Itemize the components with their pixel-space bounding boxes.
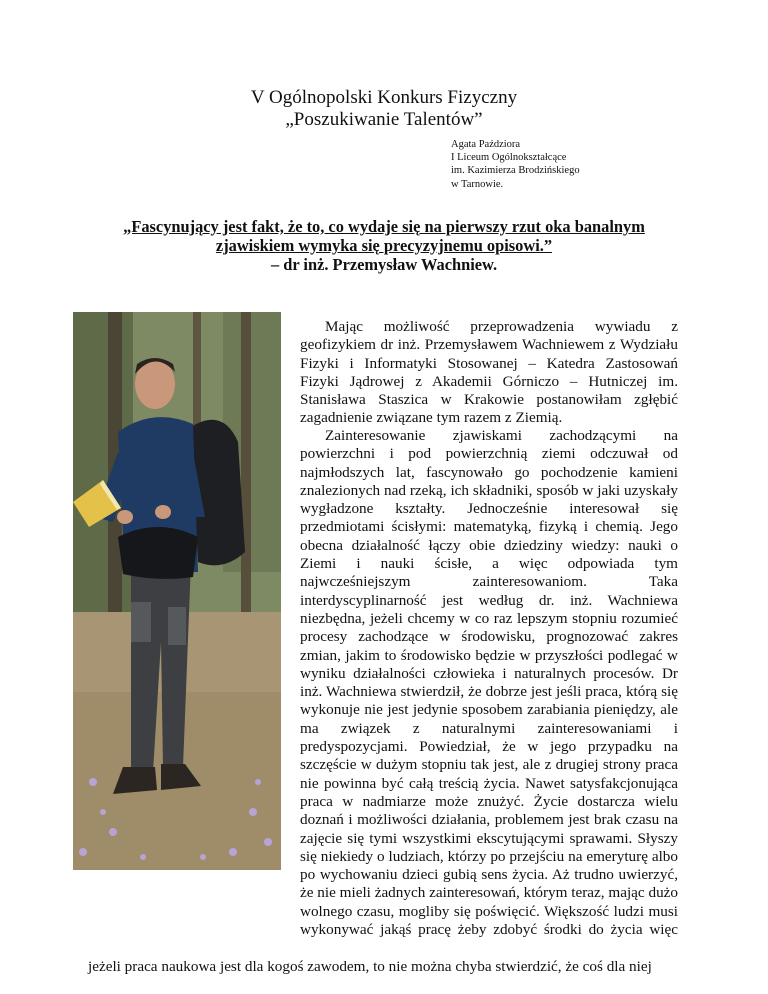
- text-line: zmian, jakim to środowisko będzie w przyszłości podlegać w: [300, 646, 678, 664]
- author-city: w Tarnowie.: [451, 178, 504, 190]
- text-line: wykonuje nie jest jedynie sposobem zarabiania pieniędzy, ale: [300, 701, 678, 719]
- text-line: wykonywać jakąś pracę żeby zdobyć środki do życia więc: [300, 921, 678, 939]
- text-line: najwcześniejszym zainteresowaniom. Taka: [300, 573, 678, 591]
- text-line: praca w nadmiarze może znużyć. Życie dostarcza wielu: [300, 792, 678, 810]
- text-line: zajęcie się tymi wszystkimi ekscytującymi sprawami. Słyszy: [300, 829, 678, 847]
- author-school-line2: im. Kazimierza Brodzińskiego: [451, 165, 580, 177]
- text-line: po wychowaniu dzieci gubią sens życia. Aż trudno uwierzyć,: [300, 866, 678, 884]
- text-line: Zainteresowanie zjawiskami zachodzącymi na: [325, 427, 678, 444]
- text-line: wyniku działalności człowieka i naturalnych procesów. Dr: [300, 664, 678, 682]
- text-line: wolnego czasu, mogliby się poświęcić. Większość ludzi musi: [300, 902, 678, 920]
- text-line: Fizyki i Informatyki Stosowanej – Katedra Zastosowań: [300, 354, 678, 372]
- text-line: Fizyki Jądrowej z Akademii Górniczo – Hutniczej im.: [300, 372, 678, 390]
- full-width-line: jeżeli praca naukowa jest dla kogoś zawodem, to nie można chyba stwierdzić, że coś dla niej: [88, 958, 652, 975]
- quote-attribution: – dr inż. Przemysław Wachniew.: [270, 255, 498, 274]
- text-line: Mając możliwość przeprowadzenia wywiadu z: [325, 318, 678, 335]
- text-line: Ziemi i nauki ścisłe, a więc odpowiada tym: [300, 555, 678, 573]
- text-line: zagadnienie związane tym razem z Ziemią.: [300, 409, 563, 427]
- page-title: V Ogólnopolski Konkurs Fizyczny: [250, 87, 518, 108]
- page-subtitle: „Poszukiwanie Talentów”: [285, 109, 483, 130]
- text-line: się niekiedy o ludziach, którzy po przejściu na emeryturę albo: [300, 847, 678, 865]
- hiker-photo: [73, 312, 281, 870]
- author-school-line1: I Liceum Ogólnokształcące: [451, 152, 567, 164]
- text-line: znalezionych nad rzeką, ich składniki, sposób w jaki uzyskały: [300, 481, 678, 499]
- author-name: Agata Paździora: [451, 139, 521, 150]
- quote-line-1: „Fascynujący jest fakt, że to, co wydaje się na pierwszy rzut oka banalnym: [123, 217, 645, 236]
- author-block: [451, 138, 580, 191]
- text-line: doznań i możliwości działania, problemem jest brak czasu na: [300, 811, 678, 829]
- text-line: inż. Wachniewa stwierdził, że dobrze jest jeśli praca, którą się: [300, 683, 678, 701]
- text-line: powierzchni i pod powierzchnią ziemi odczuwał od: [300, 445, 678, 463]
- quote-line-2: zjawiskiem wymyka się precyzyjnemu opisowi.”: [215, 236, 553, 255]
- text-line: interdyscyplinarność jest według dr. inż. Wachniewa: [300, 591, 678, 609]
- text-line: Stanisława Staszica w Krakowie postanowiłam zgłębić: [300, 391, 678, 409]
- text-line: nie powinna być całą treścią życia. Nawet satysfakcjonująca: [300, 774, 678, 792]
- text-line: że nie mieli żadnych zainteresowań, którym teraz, mając dużo: [300, 884, 678, 902]
- paragraph-main: [300, 427, 678, 939]
- text-line: procesy zachodzące w środowisku, prognozować zakres: [300, 628, 678, 646]
- text-line: przedmiotami ścisłymi: matematyką, fizyką i chemią. Jego: [300, 518, 678, 536]
- text-line: predyspozycjami. Powiedział, że w jego przypadku na: [300, 738, 678, 756]
- text-line: ma związek z naturalnymi zainteresowaniami i: [300, 719, 678, 737]
- text-line: wygładzone kształty. Jednocześnie interesował się: [300, 500, 678, 518]
- text-line: najmłodszych lat, fascynowało go pochodzenie kamieni: [300, 463, 678, 481]
- paragraph-intro: [300, 318, 678, 428]
- text-line: obecna działalność łączy obie dziedziny wiedzy: nauki o: [300, 536, 678, 554]
- text-line: niezbędna, jeżeli chcemy w co raz lepszym stopniu rozumieć: [300, 609, 678, 627]
- text-line: szczęście w dużym stopniu tak jest, ale z drugiej strony praca: [300, 756, 678, 774]
- text-line: geofizykiem dr inż. Przemysławem Wachniewem z Wydziału: [300, 336, 678, 354]
